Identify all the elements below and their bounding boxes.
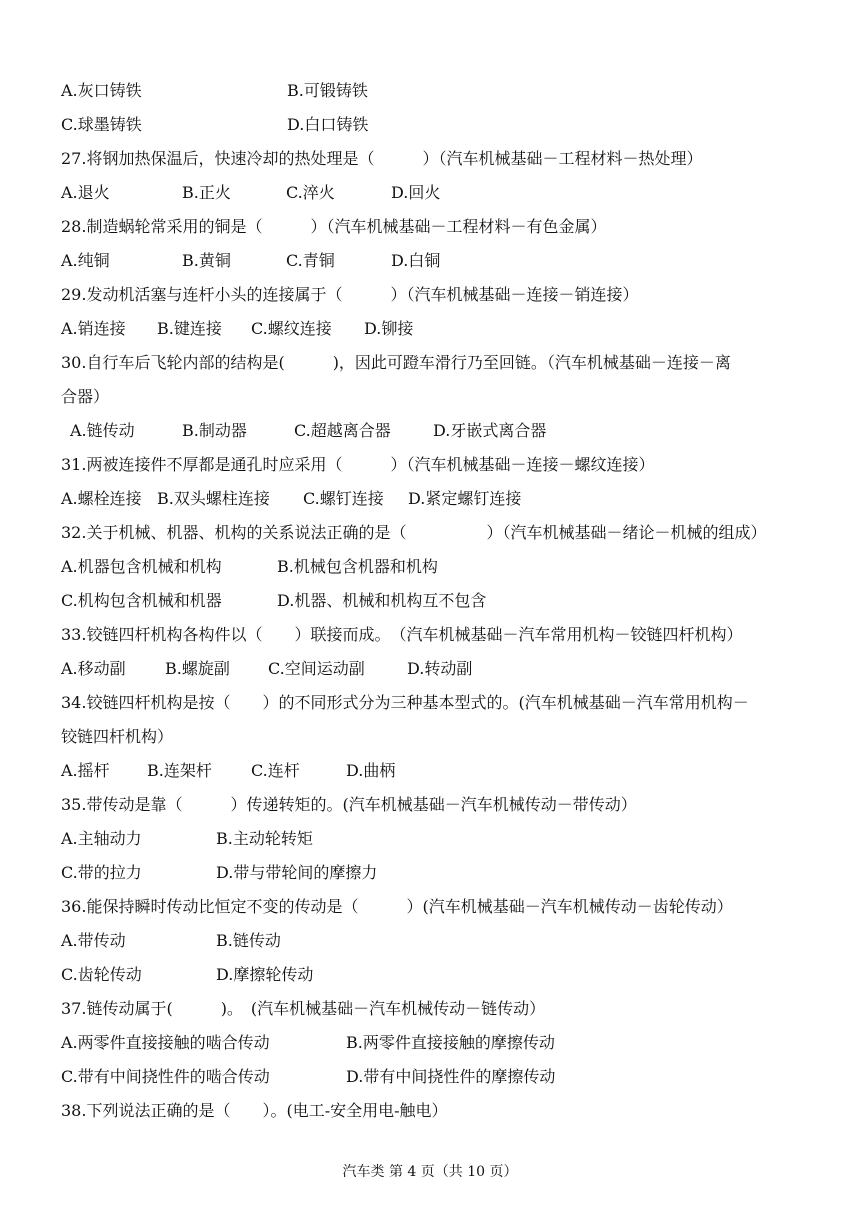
q32-option-d: D.机器、机械和机构互不包含 <box>277 591 487 610</box>
q35-stem: 35.带传动是靠（ ）传递转矩的。(汽车机械基础－汽车机械传动－带传动） <box>61 795 637 814</box>
q35-option-a: A.主轴动力 <box>61 829 142 848</box>
q34-stem-line1: 34.铰链四杆机构是按（ ）的不同形式分为三种基本型式的。(汽车机械基础－汽车常用机构－ <box>61 693 749 712</box>
q34-option-a: A.摇杆 <box>61 761 110 780</box>
q27-option-c: C.淬火 <box>286 183 335 202</box>
q30-option-c: C.超越离合器 <box>294 421 391 440</box>
q31-stem: 31.两被连接件不厚都是通孔时应采用（ ）（汽车机械基础－连接－螺纹连接） <box>61 455 655 474</box>
q27-option-d: D.回火 <box>391 183 441 202</box>
q29-option-c: C.螺纹连接 <box>251 319 332 338</box>
q26-option-c: C.球墨铸铁 <box>61 115 142 134</box>
q28-option-b: B.黄铜 <box>182 251 231 270</box>
q27-stem: 27.将钢加热保温后，快速冷却的热处理是（ ）（汽车机械基础－工程材料－热处理） <box>61 149 703 168</box>
q33-stem: 33.铰链四杆机构各构件以（ ）联接而成。 （汽车机械基础－汽车常用机构－铰链四杆机构） <box>61 625 743 644</box>
q26-option-a: A.灰口铸铁 <box>61 81 142 100</box>
q26-option-d: D.白口铸铁 <box>287 115 369 134</box>
q38-stem: 38.下列说法正确的是（ ）。(电工-安全用电-触电） <box>61 1101 448 1120</box>
q31-option-a: A.螺栓连接 <box>61 489 142 508</box>
q30-stem-line2: 合器） <box>61 387 110 406</box>
q31-option-b: B.双头螺柱连接 <box>157 489 270 508</box>
q37-option-c: C.带有中间挠性件的啮合传动 <box>61 1067 270 1086</box>
q33-option-a: A.移动副 <box>61 659 126 678</box>
q30-option-a: A.链传动 <box>70 421 135 440</box>
q29-option-d: D.铆接 <box>364 319 414 338</box>
q27-option-a: A.退火 <box>61 183 110 202</box>
q33-option-c: C.空间运动副 <box>268 659 365 678</box>
q29-stem: 29.发动机活塞与连杆小头的连接属于（ ）（汽车机械基础－连接－销连接） <box>61 285 639 304</box>
q35-option-b: B.主动轮转矩 <box>216 829 313 848</box>
q36-option-b: B.链传动 <box>216 931 281 950</box>
q32-option-b: B.机械包含机器和机构 <box>277 557 438 576</box>
q32-option-a: A.机器包含机械和机构 <box>61 557 222 576</box>
q31-option-d: D.紧定螺钉连接 <box>408 489 522 508</box>
page-footer: 汽车类 第 4 页（共 10 页） <box>342 1164 518 1180</box>
q34-stem-line2: 铰链四杆机构） <box>61 727 174 746</box>
q33-option-d: D.转动副 <box>407 659 473 678</box>
q28-stem: 28.制造蜗轮常采用的铜是（ ）（汽车机械基础－工程材料－有色金属） <box>61 217 607 236</box>
q34-option-d: D.曲柄 <box>346 761 396 780</box>
q29-option-a: A.销连接 <box>61 319 126 338</box>
q29-option-b: B.键连接 <box>157 319 222 338</box>
q27-option-b: B.正火 <box>182 183 231 202</box>
q28-option-a: A.纯铜 <box>61 251 110 270</box>
q36-option-d: D.摩擦轮传动 <box>216 965 314 984</box>
q30-stem-line1: 30.自行车后飞轮内部的结构是( )，因此可蹬车滑行乃至回链。（汽车机械基础－连接－离 <box>61 353 731 372</box>
q37-option-a: A.两零件直接接触的啮合传动 <box>61 1033 270 1052</box>
q35-option-d: D.带与带轮间的摩擦力 <box>216 863 378 882</box>
q37-stem: 37.链传动属于( )。 (汽车机械基础－汽车机械传动－链传动） <box>61 999 546 1018</box>
q32-option-c: C.机构包含机械和机器 <box>61 591 222 610</box>
q34-option-b: B.连架杆 <box>147 761 212 780</box>
q35-option-c: C.带的拉力 <box>61 863 142 882</box>
q30-option-d: D.牙嵌式离合器 <box>433 421 547 440</box>
q30-option-b: B.制动器 <box>182 421 247 440</box>
q26-option-b: B.可锻铸铁 <box>287 81 368 100</box>
q28-option-c: C.青铜 <box>286 251 335 270</box>
q37-option-b: B.两零件直接接触的摩擦传动 <box>346 1033 555 1052</box>
q33-option-b: B.螺旋副 <box>165 659 230 678</box>
q37-option-d: D.带有中间挠性件的摩擦传动 <box>346 1067 556 1086</box>
q34-option-c: C.连杆 <box>251 761 300 780</box>
q28-option-d: D.白铜 <box>391 251 441 270</box>
q36-option-a: A.带传动 <box>61 931 126 950</box>
q32-stem: 32.关于机械、机器、机构的关系说法正确的是（ ）（汽车机械基础－绪论－机械的组成） <box>61 523 767 542</box>
q31-option-c: C.螺钉连接 <box>303 489 384 508</box>
q36-option-c: C.齿轮传动 <box>61 965 142 984</box>
q36-stem: 36.能保持瞬时传动比恒定不变的传动是（ ）(汽车机械基础－汽车机械传动－齿轮传动） <box>61 897 733 916</box>
